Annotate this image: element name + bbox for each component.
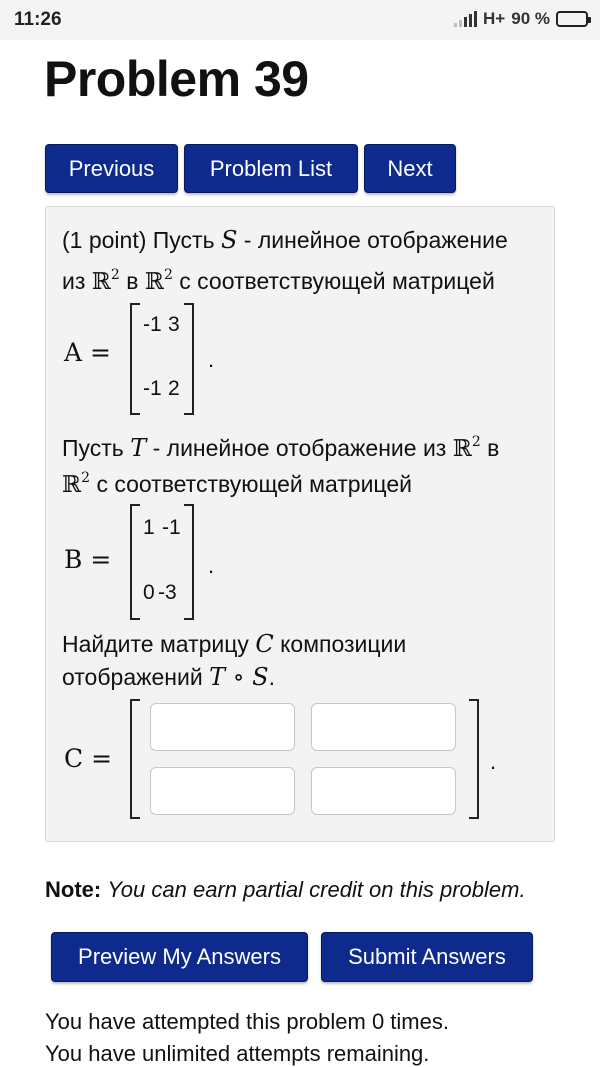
matrix-a-period: .: [208, 347, 215, 372]
previous-button[interactable]: Previous: [45, 144, 178, 193]
matrix-a-cell: -1: [143, 377, 162, 400]
status-bar: [0, 0, 600, 40]
task-line-1: Найдите матрицу: [62, 631, 249, 657]
second-rest: - линейное отображение из: [152, 435, 447, 461]
answer-input-r1c1[interactable]: [150, 703, 295, 751]
matrix-b-right-bracket: [184, 504, 194, 620]
page-title: Problem 39: [44, 51, 309, 107]
matrix-c-label: C =: [64, 744, 113, 773]
matrix-c-period: .: [490, 749, 497, 774]
var-s: S: [220, 226, 238, 254]
problem-line-4: [62, 463, 412, 500]
answer-input-r2c1[interactable]: [150, 767, 295, 815]
network-type: H+: [483, 9, 506, 28]
preview-answers-button[interactable]: Preview My Answers: [51, 932, 308, 982]
matrix-b-left-bracket: [130, 504, 140, 620]
matrix-a-right-bracket: [184, 303, 194, 415]
composition: T ∘ S: [209, 663, 269, 691]
r-symbol: ℝ: [144, 269, 164, 295]
dim: 2: [110, 267, 120, 283]
attempts-count: You have attempted this problem 0 times.: [45, 1009, 449, 1034]
r-symbol: ℝ: [62, 472, 82, 498]
matrix-text-1: с соответствующей матрицей: [179, 268, 495, 294]
answer-input-r2c2[interactable]: [311, 767, 456, 815]
submit-answers-button[interactable]: Submit Answers: [321, 932, 533, 982]
problem-line-3: [62, 427, 499, 464]
signal-icon: [454, 11, 477, 27]
note-text: You can earn partial credit on this problem.: [107, 877, 526, 902]
task-line-2: отображений: [62, 664, 203, 690]
matrix-text-2: с соответствующей матрицей: [96, 471, 412, 497]
task-period: .: [268, 664, 275, 690]
matrix-a-label: A =: [64, 338, 111, 367]
note-label: Note:: [45, 877, 102, 902]
status-time: 11:26: [14, 9, 62, 30]
problem-list-button[interactable]: Problem List: [184, 144, 358, 193]
matrix-a-cell: -1: [143, 313, 162, 336]
var-t: T: [130, 434, 147, 462]
matrix-b-cell: -3: [158, 581, 177, 604]
status-indicators: [454, 9, 588, 29]
intro-points: (1 point) Пусть: [62, 227, 215, 253]
battery-icon: [556, 11, 588, 27]
matrix-b-label: B =: [64, 545, 112, 574]
dim: 2: [471, 434, 481, 450]
problem-line-5: [62, 629, 406, 659]
r-symbol: ℝ: [452, 436, 472, 462]
dim: 2: [163, 267, 173, 283]
matrix-b-period: .: [208, 553, 215, 578]
answer-input-r1c2[interactable]: [311, 703, 456, 751]
dim: 2: [81, 470, 91, 486]
problem-line-1: [62, 225, 508, 255]
problem-box: [45, 206, 555, 842]
matrix-a-cell: 2: [168, 377, 180, 400]
next-button[interactable]: Next: [364, 144, 456, 193]
matrix-b-cell: -1: [162, 516, 181, 539]
from-word: из: [62, 268, 86, 294]
intro-rest: - линейное отображение: [243, 227, 508, 253]
problem-line-2: [62, 260, 495, 297]
matrix-b-cell: 0: [143, 581, 155, 604]
note: [45, 877, 526, 903]
matrix-c-left-bracket: [130, 699, 140, 819]
battery-percent: 90 %: [511, 9, 550, 28]
r-symbol: ℝ: [91, 269, 111, 295]
matrix-a-left-bracket: [130, 303, 140, 415]
in-word: в: [126, 268, 139, 294]
matrix-c-right-bracket: [469, 699, 479, 819]
attempts-remaining: You have unlimited attempts remaining.: [45, 1041, 430, 1066]
in-word: в: [487, 435, 500, 461]
matrix-a-cell: 3: [168, 313, 180, 336]
problem-line-6: [62, 662, 275, 692]
matrix-b-cell: 1: [143, 516, 155, 539]
second-intro: Пусть: [62, 435, 124, 461]
task-line-1-end: композиции: [280, 631, 407, 657]
var-c: C: [255, 630, 274, 658]
